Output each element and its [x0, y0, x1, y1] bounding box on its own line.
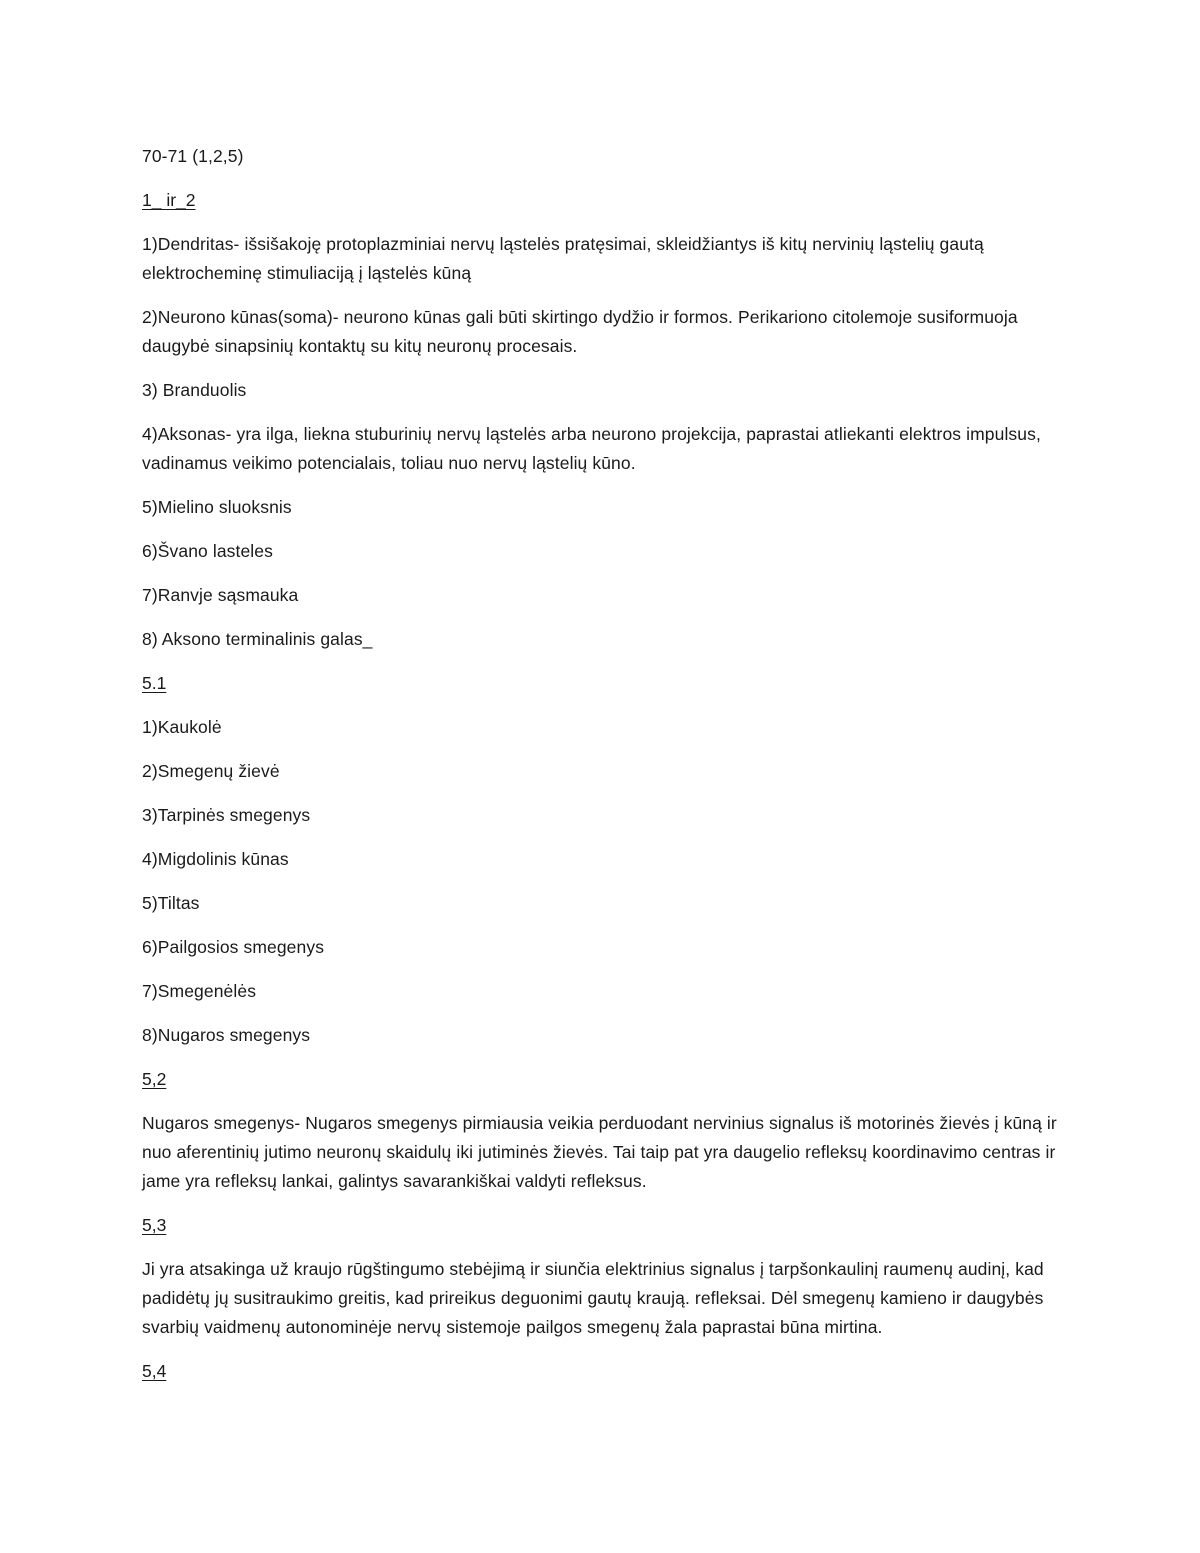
list-item: 5)Tiltas [142, 893, 200, 913]
section-heading-5-1: 5.1 [142, 673, 167, 693]
list-item: 3)Tarpinės smegenys [142, 805, 311, 825]
list-item: 2)Smegenų žievė [142, 761, 280, 781]
list-item: 8)Nugaros smegenys [142, 1025, 311, 1045]
section-heading-5-2: 5,2 [142, 1069, 167, 1089]
section-paragraph: Ji yra atsakinga už kraujo rūgštingumo stebėjimą ir siunčia elektrinius signalus į tarpšonkaulinį raumenų audinį, kad padidėtų jų susitraukimo greitis, kad prireikus deguonimi gautų kraują. refleksai. Dėl smegenų kamieno ir daugybės svarbių vaidmenų autonominėje nervų sistemoje pailgos smegenų žala paprastai būna mirtina. [142, 1259, 1044, 1337]
section-heading-5-4: 5,4 [142, 1361, 167, 1381]
list-item: 6)Švano lasteles [142, 541, 273, 561]
list-item: 1)Dendritas- išsišakoję protoplazminiai nervų ląstelės pratęsimai, skleidžiantys iš kitų nervinių ląstelių gautą elektrocheminę stimuliaciją į ląstelės kūną [142, 234, 984, 283]
document-body [142, 142, 1062, 1401]
list-item: 5)Mielino sluoksnis [142, 497, 292, 517]
list-item: 4)Aksonas- yra ilga, liekna stuburinių nervų ląstelės arba neurono projekcija, paprastai atliekanti elektros impulsus, vadinamus veikimo potencialais, toliau nuo nervų ląstelių kūno. [142, 424, 1041, 473]
list-item: 7)Smegenėlės [142, 981, 257, 1001]
list-item: 2)Neurono kūnas(soma)- neurono kūnas gali būti skirtingo dydžio ir formos. Perikariono citolemoje susiformuoja daugybė sinapsinių kontaktų su kitų neuronų procesais. [142, 307, 1018, 356]
list-item: 3) Branduolis [142, 380, 247, 400]
section-heading-1-2: 1_ ir_2 [142, 190, 196, 210]
list-item: 7)Ranvje sąsmauka [142, 585, 299, 605]
list-item: 4)Migdolinis kūnas [142, 849, 289, 869]
list-item: 6)Pailgosios smegenys [142, 937, 325, 957]
title-line: 70-71 (1,2,5) [142, 146, 244, 166]
section-heading-5-3: 5,3 [142, 1215, 167, 1235]
section-paragraph: Nugaros smegenys- Nugaros smegenys pirmiausia veikia perduodant nervinius signalus iš motorinės žievės į kūną ir nuo aferentinių jutimo neuronų skaidulų iki jutiminės žievės. Tai taip pat yra daugelio refleksų koordinavimo centras ir jame yra refleksų lankai, galintys savarankiškai valdyti refleksus. [142, 1113, 1057, 1191]
list-item: 1)Kaukolė [142, 717, 222, 737]
list-item: 8) Aksono terminalinis galas_ [142, 629, 373, 649]
